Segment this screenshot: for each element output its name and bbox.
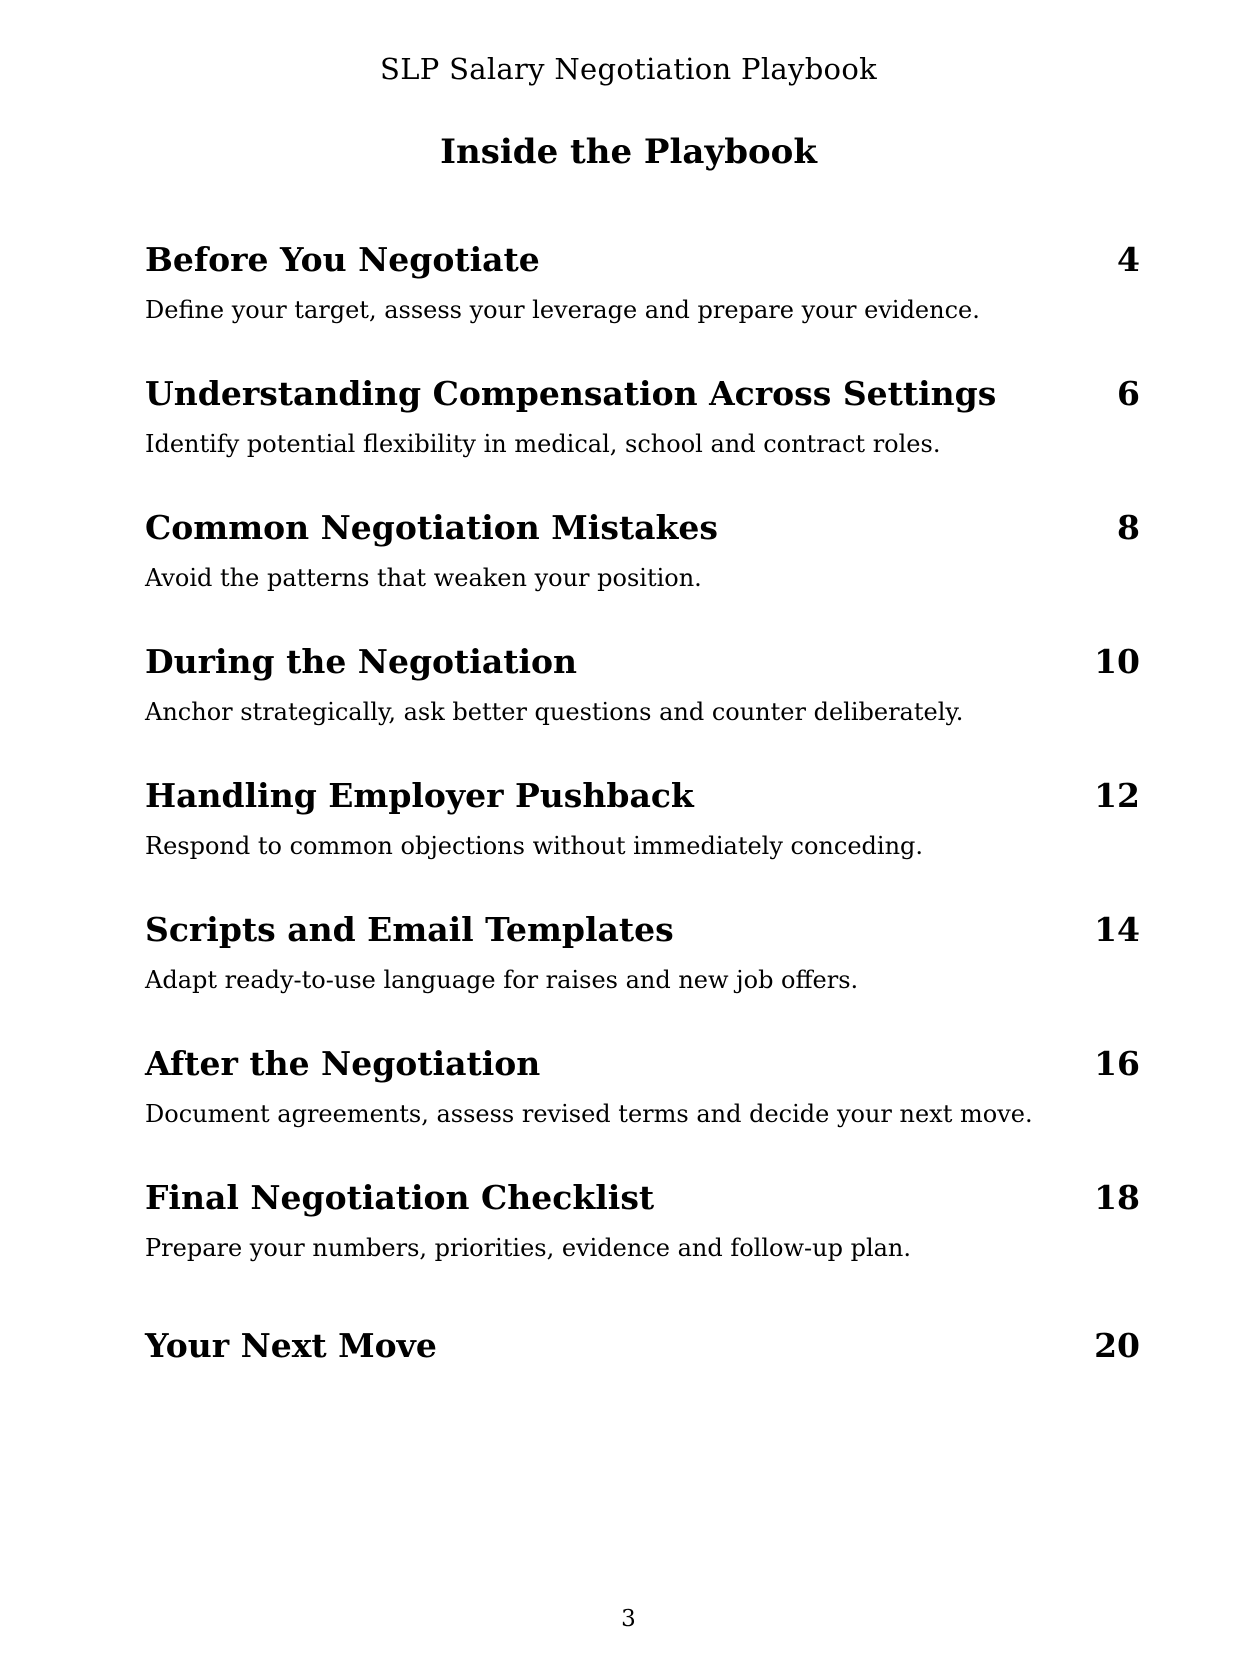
toc-entry-description: Adapt ready-to-use language for raises and new job offers. bbox=[145, 966, 859, 994]
page-number: 3 bbox=[621, 1606, 636, 1632]
toc-entry-understanding-compensation[interactable] bbox=[145, 374, 1140, 508]
toc-entry-title: Before You Negotiate bbox=[145, 240, 540, 279]
toc-entry-description: Respond to common objections without immediately conceding. bbox=[145, 832, 924, 860]
running-header: SLP Salary Negotiation Playbook bbox=[380, 52, 877, 86]
toc-entry-title: Scripts and Email Templates bbox=[145, 910, 674, 949]
table-of-contents bbox=[145, 240, 1140, 1460]
toc-entry-page: 18 bbox=[1094, 1178, 1140, 1217]
toc-entry-during-negotiation[interactable] bbox=[145, 642, 1140, 776]
toc-entry-title: After the Negotiation bbox=[145, 1044, 541, 1083]
toc-entry-page: 12 bbox=[1094, 776, 1140, 815]
toc-entry-description: Identify potential flexibility in medical, school and contract roles. bbox=[145, 430, 941, 458]
toc-entry-page: 8 bbox=[1117, 508, 1140, 547]
toc-entry-page: 6 bbox=[1117, 374, 1140, 413]
toc-entry-title: Your Next Move bbox=[145, 1326, 437, 1365]
toc-entry-scripts-templates[interactable] bbox=[145, 910, 1140, 1044]
toc-entry-common-mistakes[interactable] bbox=[145, 508, 1140, 642]
toc-entry-description: Prepare your numbers, priorities, evidence and follow-up plan. bbox=[145, 1234, 912, 1262]
toc-entry-final-checklist[interactable] bbox=[145, 1178, 1140, 1312]
toc-entry-title: Final Negotiation Checklist bbox=[145, 1178, 655, 1217]
toc-entry-page: 10 bbox=[1094, 642, 1140, 681]
toc-entry-title: Understanding Compensation Across Settings bbox=[145, 374, 997, 413]
toc-entry-your-next-move[interactable] bbox=[145, 1326, 1140, 1460]
toc-entry-title: Handling Employer Pushback bbox=[145, 776, 694, 815]
toc-entry-after-negotiation[interactable] bbox=[145, 1044, 1140, 1178]
toc-entry-page: 14 bbox=[1094, 910, 1140, 949]
toc-entry-title: Common Negotiation Mistakes bbox=[145, 508, 718, 547]
toc-entry-employer-pushback[interactable] bbox=[145, 776, 1140, 910]
toc-entry-before-you-negotiate[interactable] bbox=[145, 240, 1140, 374]
toc-entry-description: Define your target, assess your leverage and prepare your evidence. bbox=[145, 296, 980, 324]
toc-entry-description: Anchor strategically, ask better questions and counter deliberately. bbox=[145, 698, 964, 726]
toc-entry-description: Avoid the patterns that weaken your position. bbox=[145, 564, 702, 592]
page-heading: Inside the Playbook bbox=[440, 132, 817, 172]
toc-entry-description: Document agreements, assess revised terms and decide your next move. bbox=[145, 1100, 1033, 1128]
toc-entry-page: 4 bbox=[1117, 240, 1140, 279]
toc-entry-page: 20 bbox=[1094, 1326, 1140, 1365]
toc-entry-page: 16 bbox=[1094, 1044, 1140, 1083]
toc-entry-title: During the Negotiation bbox=[145, 642, 577, 681]
